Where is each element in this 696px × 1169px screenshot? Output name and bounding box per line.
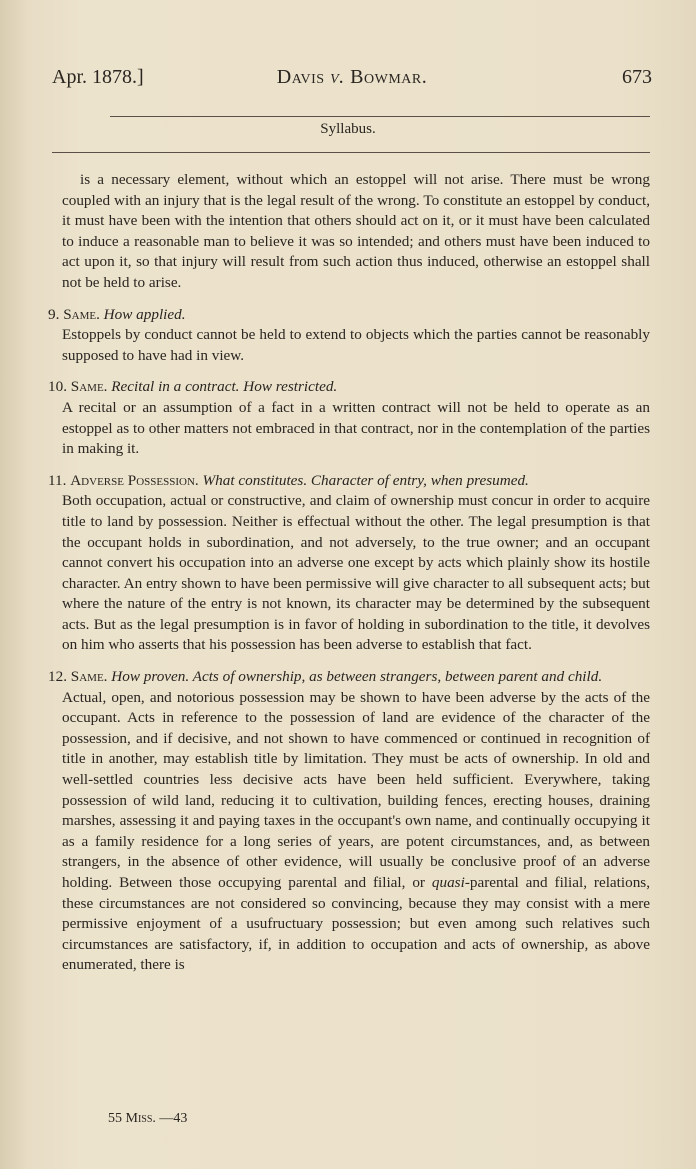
text-part: Actual, open, and notorious possession may be shown to have been adverse by the acts of the occupant. Acts in reference to the possession of land are evidence of the character of the possession, and if decisive, and not shown to have commenced or continued in recognition of title in another, may establish title by limitation. They must be acts of ownership. In old and well-settled countries less decisive acts have been held sufficient. Everywhere, taking possession of wild land, reducing it to cultivation, building fences, erecting houses, draining marshes, assessing it and paying taxes in the occupant's own name, and continually occupying it as a family residence for a long series of years, are potent circumstances, and, as between strangers, in the absence of other evidence, will usually be conclusive proof of an adverse holding. Between those occupying parental and filial, or <box>62 688 650 891</box>
section-number: 9. <box>48 305 60 323</box>
section-text-10: A recital or an assumption of a fact in a written contract will not be held to operate as an estoppel as to other matters not embraced in that contract, nor in the contemplation of the parties in making it. <box>62 398 650 458</box>
section-label: Syllabus. <box>320 121 376 137</box>
section-text-12 <box>62 688 650 976</box>
syllabus-body <box>48 170 650 976</box>
running-header <box>52 66 652 94</box>
case-party-2: Bowmar. <box>344 66 428 88</box>
signature-mark: 55 Miss. —43 <box>108 1111 188 1126</box>
section-subtitle: What constitutes. Character of entry, when presumed. <box>202 471 529 489</box>
header-rule-top <box>110 116 650 117</box>
section-heading-11 <box>48 471 650 492</box>
intro-paragraph: is a necessary element, without which an estoppel will not arise. There must be wrong coupled with an injury that is the legal result of the wrong. To constitute an estoppel by conduct, it must have been with the intention that others should act on it, or it must have been calculated to induce a reasonable man to believe it was so intended; and others must have been induced to act upon it, so that injury will result from such action thus induced, otherwise an estoppel shall not be held to arise. <box>62 171 650 291</box>
section-number: 10. <box>48 378 67 396</box>
case-party-1: Davis <box>276 66 331 88</box>
section-text-11: Both occupation, actual or constructive, and claim of ownership must concur in order to acquire title to land by possession. Neither is effectual without the other. The legal presumption is that the occupant holds in subordination, and not adversely, to the true owner; and an occupant cannot convert his occupation into an adverse one except by acts which plainly show its hostile character. An entry shown to have been permissive will give character to all subsequent acts; but where the nature of the entry is not known, its character may be determined by the subsequent acts. But as the legal presumption is in favor of holding in subordination to the title, it devolves on him who asserts that his possession has been adverse to establish that fact. <box>62 492 650 654</box>
section-text-9: Estoppels by conduct cannot be held to extend to objects which the parties cannot be reasonably supposed to have had in view. <box>62 326 650 364</box>
header-case-title <box>52 66 652 89</box>
section-heading-12 <box>48 667 650 688</box>
section-title: Same. <box>63 305 100 323</box>
section-title: Adverse Possession. <box>70 471 199 489</box>
section-subtitle: How applied. <box>103 305 186 323</box>
section-heading-9 <box>48 305 650 326</box>
page-number: 673 <box>622 66 652 88</box>
text-italic-quasi: quasi <box>431 874 465 891</box>
section-title: Same. <box>70 378 108 396</box>
section-number: 12. <box>48 668 67 686</box>
header-date: Apr. 1878.] <box>52 66 144 88</box>
section-number: 11. <box>48 471 67 489</box>
section-title: Same. <box>70 668 108 686</box>
case-versus: v. <box>330 66 345 88</box>
section-subtitle: Recital in a contract. How restricted. <box>111 378 338 396</box>
text-part: -parental and filial, relations, these circumstances are not considered so convincing, because they may consist with a mere permissive enjoyment of a usufructuary possession; but even among such relatives such circumstances are satisfactory, if, in addition to occupation and acts of ownership, as above enumerated, there is <box>62 874 650 974</box>
header-rule-bottom <box>52 152 650 153</box>
section-subtitle: How proven. Acts of ownership, as between strangers, between parent and child. <box>111 668 603 686</box>
section-heading-10 <box>48 377 650 398</box>
